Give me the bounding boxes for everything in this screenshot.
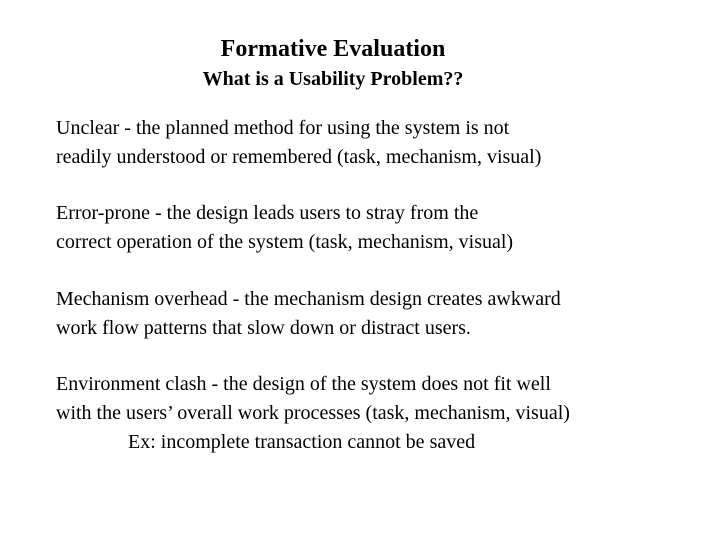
item-text-line: correct operation of the system (task, mechanism, visual) xyxy=(56,231,514,253)
problem-item-error-prone xyxy=(56,199,706,257)
item-text-line: Error-prone - the design leads users to stray from the xyxy=(56,202,479,224)
item-text-line: with the users’ overall work processes (task, mechanism, visual) xyxy=(56,402,570,424)
problem-item-unclear xyxy=(56,114,706,172)
slide-subtitle: What is a Usability Problem?? xyxy=(202,68,464,90)
problem-item-environment-clash xyxy=(56,370,706,457)
item-example: Ex: incomplete transaction cannot be saved xyxy=(128,431,476,453)
item-text-line: Mechanism overhead - the mechanism design creates awkward xyxy=(56,288,561,310)
item-text-line: readily understood or remembered (task, mechanism, visual) xyxy=(56,146,542,168)
item-text-line: Unclear - the planned method for using the system is not xyxy=(56,117,510,139)
problem-item-mechanism-overhead xyxy=(56,285,706,343)
item-text-line: Environment clash - the design of the system does not fit well xyxy=(56,373,551,395)
item-text-line: work flow patterns that slow down or distract users. xyxy=(56,317,471,339)
slide-title: Formative Evaluation xyxy=(220,36,446,62)
